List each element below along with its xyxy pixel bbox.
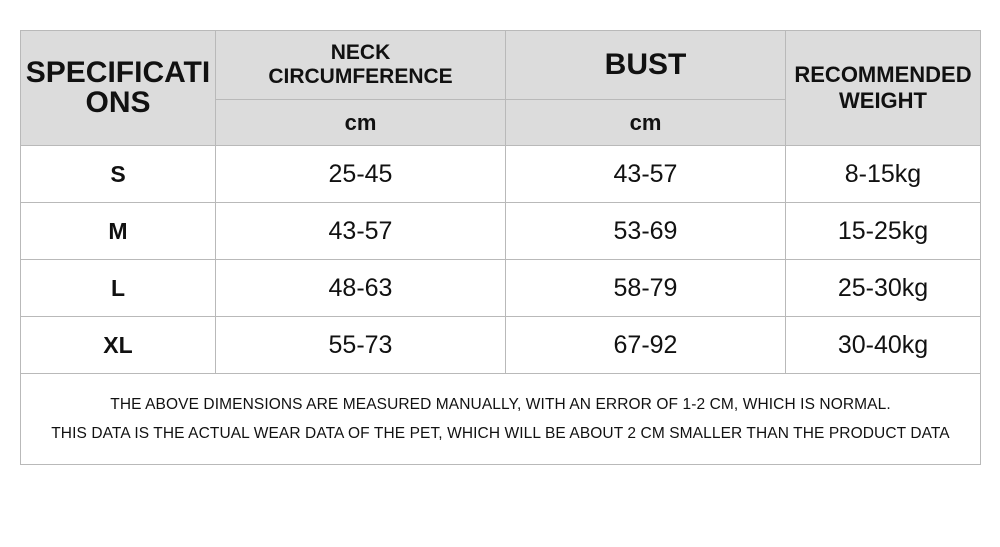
notes-cell <box>21 374 981 465</box>
unit-neck: cm <box>216 100 506 146</box>
cell-size: XL <box>21 317 216 374</box>
table-row <box>21 146 981 203</box>
size-chart-table <box>20 30 981 465</box>
cell-bust: 53-69 <box>506 203 786 260</box>
cell-bust: 58-79 <box>506 260 786 317</box>
cell-neck: 25-45 <box>216 146 506 203</box>
header-bust: BUST <box>506 31 786 100</box>
cell-neck: 55-73 <box>216 317 506 374</box>
cell-bust: 43-57 <box>506 146 786 203</box>
header-specifications: SPECIFICATIONS <box>21 31 216 146</box>
note-line-1: THE ABOVE DIMENSIONS ARE MEASURED MANUALLY, WITH AN ERROR OF 1-2 CM, WHICH IS NORMAL. <box>110 395 891 413</box>
header-weight-line1: RECOMMENDED <box>794 61 972 87</box>
cell-weight: 8-15kg <box>786 146 981 203</box>
header-neck-line2: CIRCUMFERENCE <box>268 65 453 88</box>
cell-weight: 25-30kg <box>786 260 981 317</box>
cell-bust: 67-92 <box>506 317 786 374</box>
cell-neck: 48-63 <box>216 260 506 317</box>
table-notes-row <box>21 374 981 465</box>
cell-size: M <box>21 203 216 260</box>
cell-weight: 15-25kg <box>786 203 981 260</box>
header-neck-line1: NECK <box>330 40 391 64</box>
table-header-row <box>21 31 981 100</box>
unit-bust: cm <box>506 100 786 146</box>
table-row <box>21 260 981 317</box>
cell-weight: 30-40kg <box>786 317 981 374</box>
cell-neck: 43-57 <box>216 203 506 260</box>
cell-size: S <box>21 146 216 203</box>
header-weight-line2: WEIGHT <box>839 88 927 113</box>
header-neck-circumference <box>216 31 506 100</box>
table-row <box>21 203 981 260</box>
table-row <box>21 317 981 374</box>
header-recommended-weight <box>786 31 981 146</box>
cell-size: L <box>21 260 216 317</box>
note-line-2: THIS DATA IS THE ACTUAL WEAR DATA OF THE PET, WHICH WILL BE ABOUT 2 CM SMALLER THAN THE PRODUCT DATA <box>51 425 950 442</box>
